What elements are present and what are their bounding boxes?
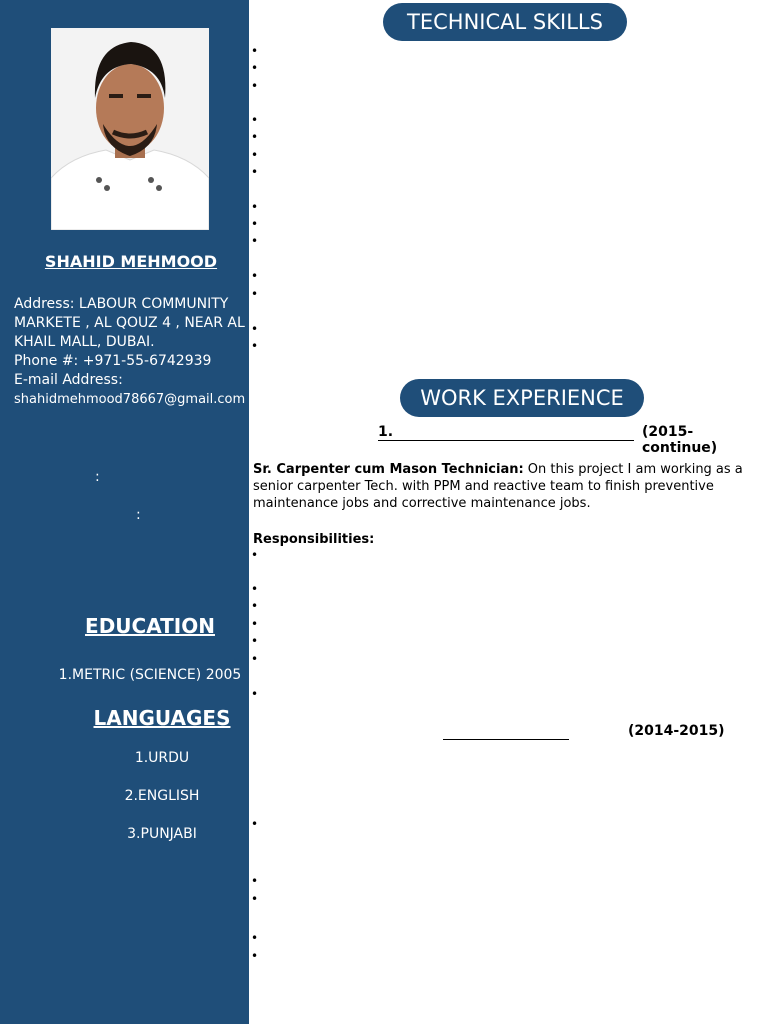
skill-bullet: • [251, 44, 259, 58]
address-line: KHAIL MALL, DUBAI. [14, 334, 155, 350]
profile-photo-image [51, 28, 209, 230]
sidebar [0, 0, 249, 1024]
colon-mark: : [136, 507, 141, 523]
skill-bullet: • [251, 234, 259, 248]
responsibility-bullet: • [251, 582, 259, 596]
skill-bullet: • [251, 61, 259, 75]
education-item: 1.METRIC (SCIENCE) 2005 [58, 667, 242, 683]
skill-bullet: • [251, 339, 259, 353]
skill-bullet: • [251, 79, 259, 93]
address-line: MARKETE , AL QOUZ 4 , NEAR AL [14, 315, 245, 331]
responsibility-bullet: • [251, 874, 259, 888]
skill-bullet: • [251, 200, 259, 214]
responsibility-bullet: • [251, 634, 259, 648]
job-title-underline [443, 739, 569, 740]
phone-number: Phone #: +971-55-6742939 [14, 353, 212, 369]
profile-photo [51, 28, 209, 230]
job-period: (2015-continue) [642, 424, 718, 456]
responsibilities-label: Responsibilities: [253, 532, 375, 547]
colon-mark: : [95, 469, 100, 485]
responsibility-bullet: • [251, 931, 259, 945]
email-label: E-mail Address: [14, 372, 123, 388]
language-item: 1.URDU [134, 750, 190, 766]
skill-bullet: • [251, 130, 259, 144]
responsibility-bullet: • [251, 652, 259, 666]
work-experience-heading: WORK EXPERIENCE [400, 379, 644, 417]
responsibility-bullet: • [251, 617, 259, 631]
responsibility-bullet: • [251, 548, 259, 562]
responsibility-bullet: • [251, 817, 259, 831]
job-title-underline [378, 440, 634, 441]
language-item: 2.ENGLISH [124, 788, 200, 804]
email-address[interactable]: shahidmehmood78667@gmail.com [14, 392, 246, 407]
responsibility-bullet: • [251, 892, 259, 906]
skill-bullet: • [251, 287, 259, 301]
skill-bullet: • [251, 165, 259, 179]
skill-bullet: • [251, 217, 259, 231]
skill-bullet: • [251, 148, 259, 162]
job-description-text: On this project I am working as a senior carpenter Tech. with PPM and reactive team to finish preventive maintenance jobs and corrective maintenance jobs. [253, 462, 743, 511]
responsibility-bullet: • [251, 949, 259, 963]
languages-title: LANGUAGES [93, 706, 231, 730]
address-line: Address: LABOUR COMMUNITY [14, 296, 229, 312]
responsibility-bullet: • [251, 599, 259, 613]
skill-bullet: • [251, 269, 259, 283]
skill-bullet: • [251, 322, 259, 336]
contact-block [14, 295, 249, 409]
technical-skills-heading: TECHNICAL SKILLS [383, 3, 627, 41]
responsibility-bullet: • [251, 687, 259, 701]
job-period: (2014-2015) [628, 723, 725, 739]
skill-bullet: • [251, 113, 259, 127]
candidate-name: SHAHID MEHMOOD [44, 252, 218, 271]
language-item: 3.PUNJABI [127, 826, 197, 842]
job-number: 1. [378, 424, 394, 440]
job-role: Sr. Carpenter cum Mason Technician: [253, 462, 524, 477]
job-description [253, 461, 758, 512]
education-title: EDUCATION [85, 614, 215, 638]
